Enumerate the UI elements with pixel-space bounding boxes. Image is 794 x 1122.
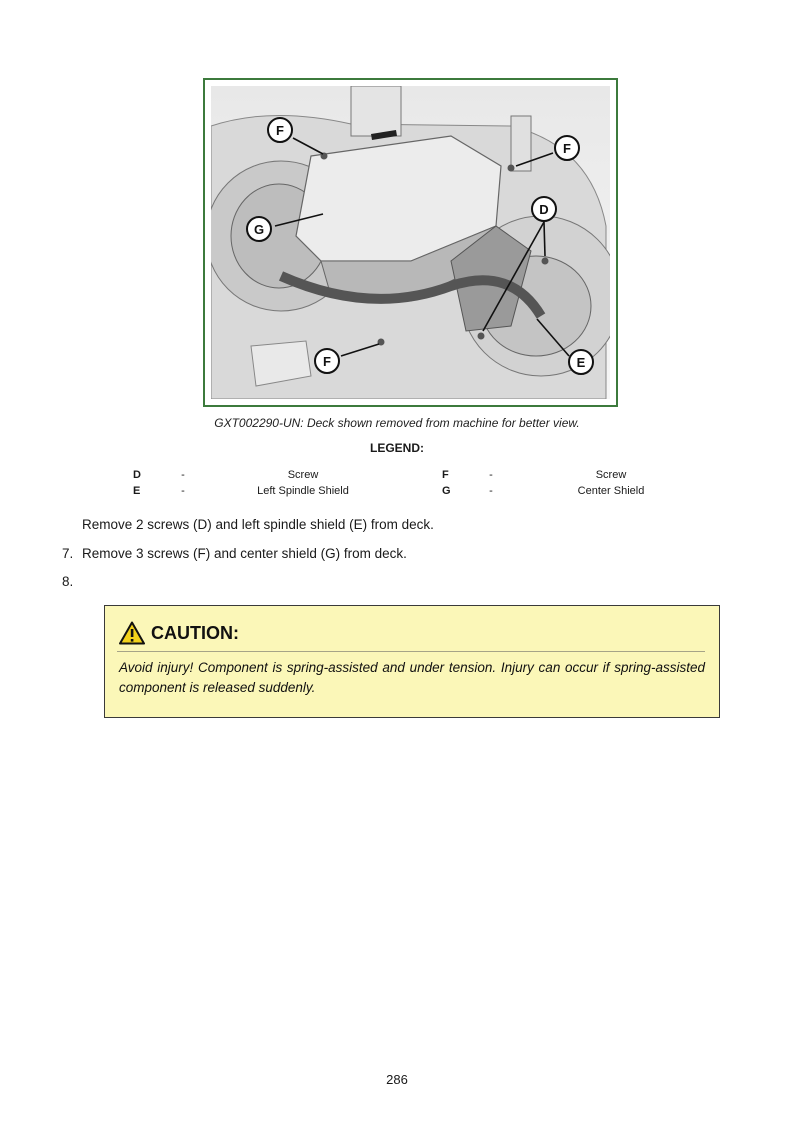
legend-key: F (442, 469, 449, 481)
callout-label: G (253, 222, 265, 237)
callout-label: F (323, 354, 331, 369)
figure-caption: GXT002290-UN: Deck shown removed from machine for better view. (214, 416, 580, 430)
legend-key: E (133, 485, 141, 497)
legend-dash: - (181, 469, 185, 481)
warning-triangle-icon (119, 621, 145, 645)
step-number: 7. (62, 546, 74, 561)
legend-dash: - (181, 485, 185, 497)
legend-dash: - (489, 485, 493, 497)
legend-row (0, 485, 794, 501)
step-text: Remove 2 screws (D) and left spindle shield (E) from deck. (82, 517, 434, 532)
caution-header (119, 618, 239, 648)
legend-key: G (442, 485, 451, 497)
caution-title: CAUTION: (151, 622, 239, 643)
legend-value: Left Spindle Shield (257, 485, 349, 497)
callout-label: E (576, 355, 586, 370)
caution-text: Avoid injury! Component is spring-assisted and under tension. Injury can occur if spring-assisted component is released suddenly. (119, 660, 705, 695)
legend-title: LEGEND: (370, 441, 424, 455)
legend-dash: - (489, 469, 493, 481)
step-number: 8. (62, 574, 74, 589)
step-text: Remove 3 screws (F) and center shield (G) from deck. (82, 546, 407, 561)
callout-label: F (276, 123, 284, 138)
callout-label: F (563, 141, 571, 156)
legend-value: Center Shield (577, 485, 645, 497)
page-number: 286 (386, 1072, 408, 1087)
legend-key: D (133, 469, 141, 481)
deck-figure (203, 78, 618, 407)
caution-divider (117, 651, 705, 652)
caution-box (104, 605, 720, 718)
callout-label: D (539, 202, 549, 217)
legend-value: Screw (287, 469, 319, 481)
legend-row (0, 469, 794, 485)
legend-value: Screw (595, 469, 627, 481)
mower-deck-illustration (211, 86, 610, 399)
